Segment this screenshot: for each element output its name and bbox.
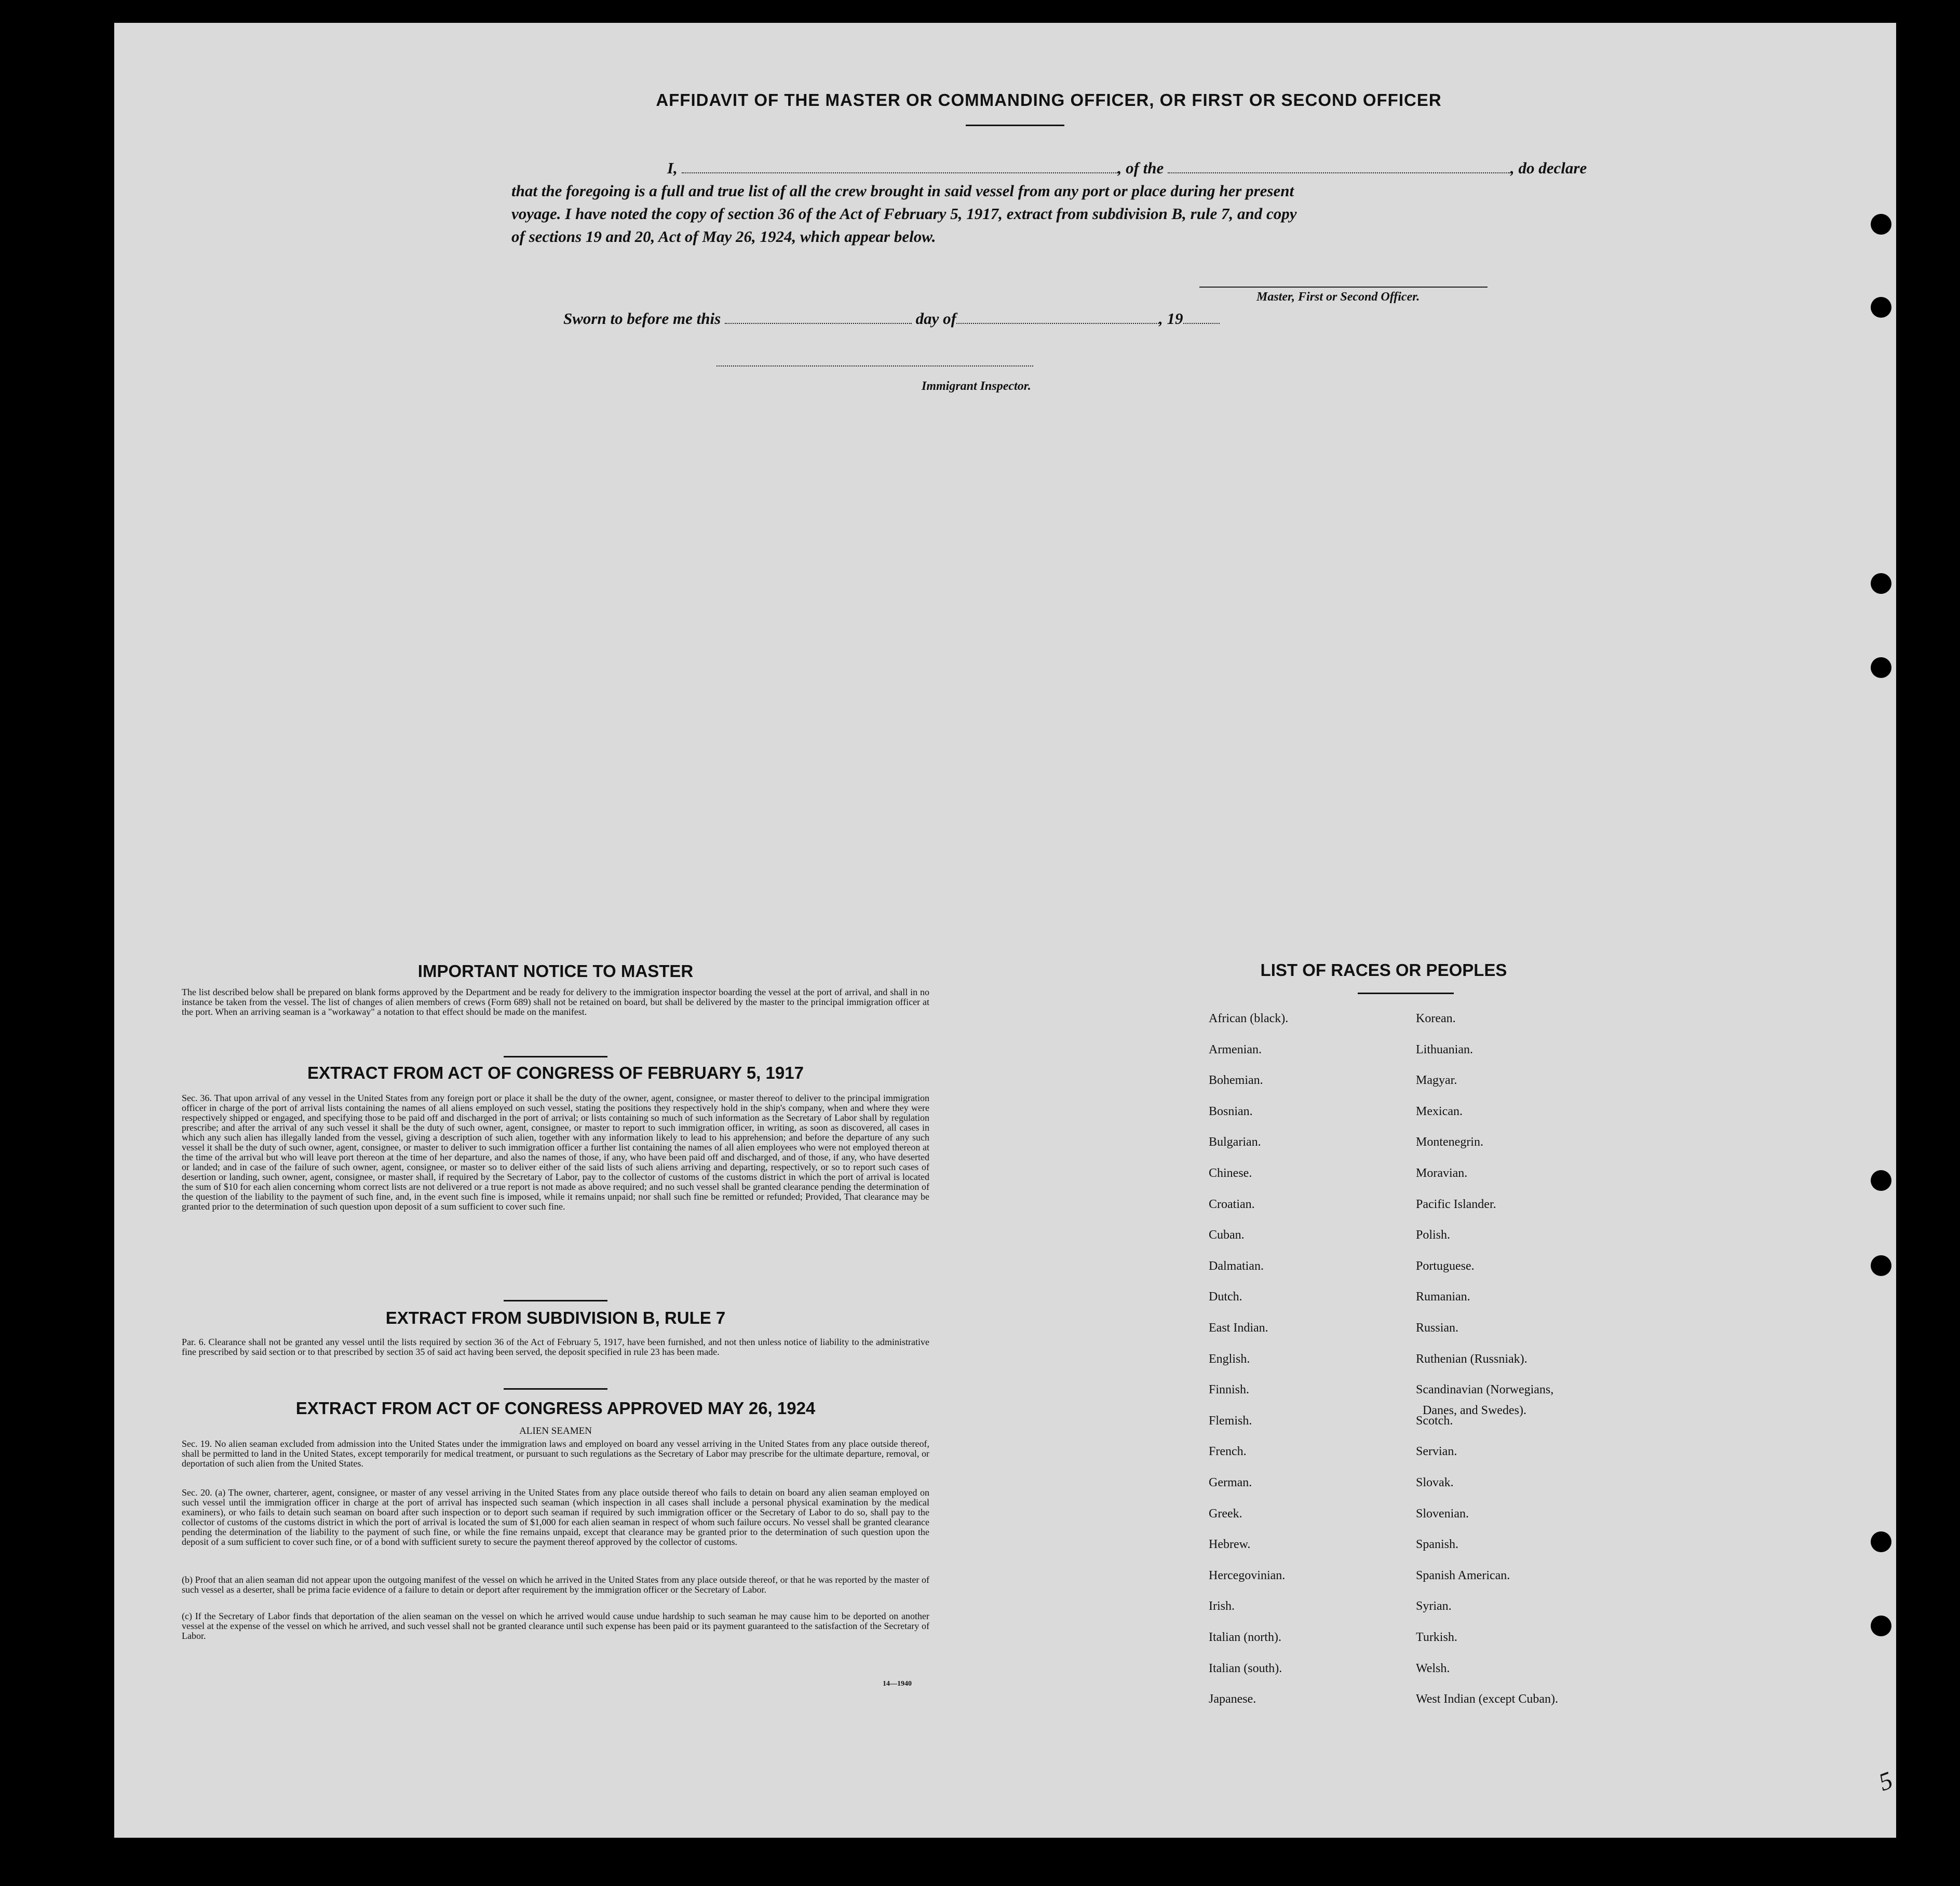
race-item: Spanish. [1416, 1538, 1459, 1552]
i-label: I, [667, 159, 678, 177]
race-item: Bosnian. [1209, 1104, 1253, 1118]
race-item: Flemish. [1209, 1414, 1252, 1428]
race-item: Ruthenian (Russniak). [1416, 1352, 1528, 1366]
race-item: Slovenian. [1416, 1507, 1469, 1521]
race-item: Cuban. [1209, 1228, 1245, 1242]
declaration-line-2: voyage. I have noted the copy of section 36 of the Act of February 5, 1917, extract from subdivision B, rule 7, and copy [511, 205, 1297, 223]
declaration-line-3: of sections 19 and 20, Act of May 26, 1924, which appear below. [511, 227, 936, 246]
race-item: Welsh. [1416, 1661, 1450, 1675]
races-title-underline [1358, 993, 1454, 994]
sec20b-body: (b) Proof that an alien seaman did not appear upon the outgoing manifest of the vessel on which he arrived in the United States from any place outside thereof, or that he was reported by the master of such vessel as a deserter, shall be prima facie evidence of a failure to detain or deport after requirement by the immigration officer or the Secretary of Labor. [182, 1575, 929, 1595]
races-title: LIST OF RACES OR PEOPLES [1260, 960, 1507, 980]
sec19-body: Sec. 19. No alien seaman excluded from admission into the United States under the immigration laws and employed on board any vessel arriving in the United States from any place outside thereof, shall be permitted to land in the United States, except temporarily for medical treatment, or pursuant to such regulations as the Secretary of Labor may prescribe for the ultimate departure, removal, or deportation of such alien from the United States. [182, 1439, 929, 1469]
divider [504, 1056, 607, 1057]
race-item: Italian (south). [1209, 1661, 1282, 1675]
race-item: Chinese. [1209, 1166, 1252, 1180]
sworn-label: Sworn to before me this [563, 309, 721, 328]
name-field[interactable] [682, 161, 1118, 173]
sworn-day-field[interactable] [725, 311, 912, 324]
race-item: Servian. [1416, 1445, 1457, 1459]
extract-rule7-title: EXTRACT FROM SUBDIVISION B, RULE 7 [385, 1308, 726, 1327]
binder-hole [1871, 1616, 1891, 1636]
binder-hole [1871, 297, 1891, 318]
binder-hole [1871, 214, 1891, 235]
race-item: Dalmatian. [1209, 1259, 1264, 1273]
sworn-line [563, 307, 1220, 330]
race-item: Mexican. [1416, 1104, 1463, 1118]
race-item: Montenegrin. [1416, 1135, 1483, 1149]
race-item: Polish. [1416, 1228, 1451, 1242]
vessel-field[interactable] [1168, 161, 1510, 173]
inspector-signature-line[interactable] [717, 365, 1033, 367]
race-item: African (black). [1209, 1012, 1289, 1025]
race-item: Hercegovinian. [1209, 1568, 1286, 1582]
sworn-year-field[interactable] [1183, 311, 1220, 324]
race-item: Scandinavian (Norwegians, [1416, 1383, 1554, 1397]
race-item: Spanish American. [1416, 1568, 1510, 1582]
binder-hole [1871, 1531, 1891, 1552]
sworn-month-field[interactable] [956, 311, 1159, 324]
title-underline [966, 125, 1064, 126]
race-item: Pacific Islander. [1416, 1197, 1496, 1211]
race-item: Turkish. [1416, 1631, 1457, 1644]
race-item-scandinavian-continued: Danes, and Swedes). [1423, 1404, 1526, 1417]
document-sheet [114, 23, 1896, 1838]
race-item: French. [1209, 1445, 1247, 1459]
binder-hole [1871, 1170, 1891, 1191]
race-item: German. [1209, 1476, 1252, 1489]
day-of-label: day of [915, 309, 956, 328]
race-item: Armenian. [1209, 1042, 1262, 1056]
declaration-line-1: that the foregoing is a full and true list of all the crew brought in said vessel from any port or place during her present [511, 182, 1294, 200]
race-item: Lithuanian. [1416, 1042, 1473, 1056]
race-item: East Indian. [1209, 1321, 1268, 1335]
race-item: Finnish. [1209, 1383, 1250, 1397]
binder-hole [1871, 1255, 1891, 1276]
race-item: Italian (north). [1209, 1631, 1281, 1644]
notice-body: The list described below shall be prepared on blank forms approved by the Department and be ready for delivery to the immigration inspector boarding the vessel at the port of arrival, and shall in no instance be taken from the vessel. The list of changes of alien members of crews (Form 689) shall not be retained on board, but shall be delivered by the master to the principal immigration officer at the port. When an arriving seaman is a "workaway" a notation to that effect should be made on the manifest. [182, 987, 929, 1017]
notice-title: IMPORTANT NOTICE TO MASTER [417, 961, 694, 981]
race-item: Syrian. [1416, 1599, 1452, 1613]
race-item: English. [1209, 1352, 1250, 1366]
race-item: Greek. [1209, 1507, 1242, 1521]
master-signature-label: Master, First or Second Officer. [1256, 290, 1420, 304]
do-declare-label: , do declare [1510, 159, 1587, 177]
race-item: Slovak. [1416, 1476, 1454, 1489]
race-item: Korean. [1416, 1012, 1456, 1025]
race-item: Russian. [1416, 1321, 1459, 1335]
of-the-label: , of the [1117, 159, 1164, 177]
race-item: Japanese. [1209, 1692, 1256, 1706]
extract-1917-title: EXTRACT FROM ACT OF CONGRESS OF FEBRUARY 5, 1917 [307, 1063, 804, 1082]
extract-1924-title: EXTRACT FROM ACT OF CONGRESS APPROVED MAY 26, 1924 [295, 1399, 816, 1418]
extract-rule7-body: Par. 6. Clearance shall not be granted any vessel until the lists required by section 36 of the Act of February 5, 1917, have been furnished, and not then unless notice of liability to the administrative fine prescribed by said section or to that prescribed by section 35 of said act having been served, the deposit specified in rule 23 has been made. [182, 1337, 929, 1357]
alien-seamen-subtitle: ALIEN SEAMEN [519, 1426, 592, 1436]
race-item: Hebrew. [1209, 1538, 1251, 1552]
race-item: Portuguese. [1416, 1259, 1475, 1273]
affidavit-title: AFFIDAVIT OF THE MASTER OR COMMANDING OFFICER, OR FIRST OR SECOND OFFICER [656, 90, 1442, 110]
race-item: Croatian. [1209, 1197, 1255, 1211]
extract-1917-body: Sec. 36. That upon arrival of any vessel in the United States from any foreign port or place it shall be the duty of the owner, agent, consignee, or master thereof to deliver to the principal immigration officer in charge of the port of arrival lists containing the names of all aliens employed on such vessel, stating the positions they respectively hold in the ship's company, when and where they were respectively shipped or engaged, and specifying those to be paid off and discharged in the port of arrival; or lists containing so much of such information as the Secretary of Labor shall by regulation prescribe; and after the arrival of any such vessel it shall be the duty of such owner, agent, consignee, or master to report to such immigration officer, in writing, as soon as discovered, all cases in which any such alien has illegally landed from the vessel, giving a description of such alien, together with any information likely to lead to his apprehension; and before the departure of any such vessel it shall be the duty of such owner, agent, consignee, or master to deliver to such immigration officer a further list containing the names of all alien employees who were not employed thereon at the time of the arrival but who will leave port thereon at the time of her departure, and also the names of those, if any, who have been paid off and discharged, and of those, if any, who have deserted or landed; and in case of the failure of such owner, agent, consignee, or master so to deliver either of the said lists of such aliens arriving and departing, respectively, or so to report such cases of desertion or landing, such owner, agent, consignee, or master shall, if required by the Secretary of Labor, pay to the collector of customs of the customs district in which the port of arrival is located the sum of $10 for each alien concerning whom correct lists are not delivered or a true report is not made as above required; and no such vessel shall be granted clearance pending the determination of the question of the liability to the payment of such fine, and, in the event such fine is imposed, while it remains unpaid; nor shall such fine be remitted or refunded; Provided, That clearance may be granted prior to the determination of such question upon deposit of a sum sufficient to cover such fine. [182, 1093, 929, 1212]
race-item: Bulgarian. [1209, 1135, 1261, 1149]
race-item: Scotch. [1416, 1414, 1453, 1428]
year-label: , 19 [1159, 309, 1183, 328]
form-number: 14—1940 [883, 1680, 912, 1688]
race-item: West Indian (except Cuban). [1416, 1692, 1558, 1706]
race-item: Bohemian. [1209, 1074, 1263, 1088]
divider [504, 1300, 607, 1301]
race-item: Dutch. [1209, 1290, 1242, 1304]
inspector-label: Immigrant Inspector. [922, 379, 1031, 393]
sec20c-body: (c) If the Secretary of Labor finds that deportation of the alien seaman on the vessel on which he arrived would cause undue hardship to such seaman he may cause him to be deported on another vessel at the expense of the vessel on which he arrived, and such vessel shall not be granted clearance until such expense has been paid or its payment guaranteed to the satisfaction of the Secretary of Labor. [182, 1611, 929, 1641]
race-item: Magyar. [1416, 1074, 1457, 1088]
race-item: Moravian. [1416, 1166, 1468, 1180]
divider [504, 1388, 607, 1390]
sec20a-body: Sec. 20. (a) The owner, charterer, agent, consignee, or master of any vessel arriving in the United States from any place outside thereof who fails to detain on board any alien seaman employed on such vessel until the immigration officer in charge at the port of arrival has inspected such seaman (which inspection in all cases shall include a personal physical examination by the medical examiners), or who fails to detain such seaman on board after such inspection or to deport such seaman if required by such immigration officer or the Secretary of Labor to do so, shall pay to the collector of customs of the customs district in which the port of arrival is located the sum of $1,000 for each alien seaman in respect of whom such failure occurs. No vessel shall be granted clearance pending the determination of the liability to the payment of such fine, or while the fine remains unpaid, except that clearance may be granted prior to the determination of such question upon the deposit of a sum sufficient to cover such fine, or of a bond with sufficient surety to secure the payment thereof approved by the collector of customs. [182, 1487, 929, 1547]
binder-hole [1871, 573, 1891, 594]
handwritten-mark: 5 [1875, 1766, 1896, 1797]
race-item: Irish. [1209, 1599, 1235, 1613]
binder-hole [1871, 657, 1891, 678]
declaration-line [667, 157, 1654, 180]
race-item: Rumanian. [1416, 1290, 1470, 1304]
